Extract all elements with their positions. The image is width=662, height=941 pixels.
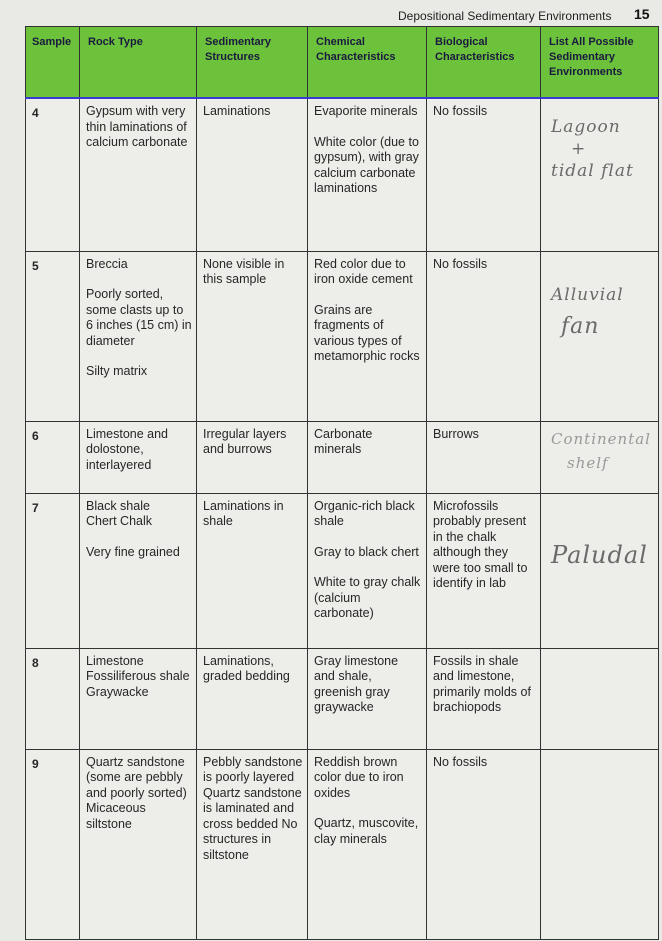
structures-cell <box>197 648 308 749</box>
column-header-structures: Sedimentary Structures <box>197 27 308 99</box>
biological-text: Burrows <box>433 426 479 441</box>
table-header-row <box>26 27 659 99</box>
page-header <box>0 6 662 28</box>
structures-cell <box>197 421 308 493</box>
chemical-cell <box>308 421 427 493</box>
rock-type-cell <box>80 493 197 648</box>
rock-type-text: Limestone and dolostone, interlayered <box>86 426 169 472</box>
table-row <box>26 421 659 493</box>
structures-text: Pebbly sandstone is poorly layered Quartz sandstone is laminated and cross bedded No structures in siltstone <box>203 754 303 863</box>
handwritten-environment: Lagoon <box>551 117 621 137</box>
rock-type-text: Limestone Fossiliferous shale Graywacke <box>86 653 190 699</box>
chemical-text: White color (due to gypsum), with gray calcium carbonate laminations <box>314 134 419 196</box>
environments-cell[interactable] <box>541 421 659 493</box>
chemical-text: Gray to black chert <box>314 544 419 559</box>
structures-text: Laminations <box>203 104 271 118</box>
biological-cell <box>427 98 541 251</box>
rock-type-cell <box>80 98 197 251</box>
structures-cell <box>197 493 308 648</box>
rock-sample-table <box>25 26 659 940</box>
handwritten-environment: tidal flat <box>551 161 634 181</box>
chemical-text: Red color due to iron oxide cement <box>314 256 413 287</box>
page-number: 15 <box>634 6 650 22</box>
structures-text: Laminations in shale <box>203 498 284 529</box>
structures-cell <box>197 98 308 251</box>
chemical-text: Carbonate minerals <box>314 426 373 457</box>
chemical-text: White to gray chalk (calcium carbonate) <box>314 575 421 621</box>
structures-text: Laminations, graded bedding <box>203 653 290 684</box>
sample-number: 5 <box>26 251 80 421</box>
biological-text: No fossils <box>433 754 488 769</box>
rock-type-text: Silty matrix <box>86 364 148 379</box>
chemical-text: Evaporite minerals <box>314 104 418 118</box>
rock-type-cell <box>80 749 197 939</box>
rock-type-text: Breccia <box>86 256 128 271</box>
environments-cell[interactable] <box>541 493 659 648</box>
biological-cell <box>427 749 541 939</box>
chemical-text: Quartz, muscovite, clay minerals <box>314 816 419 846</box>
handwritten-environment: Continental <box>551 429 651 448</box>
rock-type-cell <box>80 251 197 421</box>
environments-cell[interactable] <box>541 251 659 421</box>
rock-type-text: Black shale Chert Chalk <box>86 498 152 529</box>
biological-cell <box>427 493 541 648</box>
chemical-cell <box>308 493 427 648</box>
column-header-chemical: Chemical Characteristics <box>308 27 427 99</box>
rock-type-text: Quartz sandstone (some are pebbly and poorly sorted) Micaceous siltstone <box>86 754 187 831</box>
handwritten-environment: shelf <box>567 453 609 472</box>
chemical-cell <box>308 98 427 251</box>
sample-number: 4 <box>26 98 80 251</box>
sample-number: 9 <box>26 749 80 939</box>
rock-type-text: Poorly sorted, some clasts up to 6 inches (15 cm) in diameter <box>86 287 192 348</box>
table-row <box>26 493 659 648</box>
rock-type-cell <box>80 421 197 493</box>
biological-cell <box>427 251 541 421</box>
column-header-rock-type: Rock Type <box>80 27 197 99</box>
structures-text: Irregular layers and burrows <box>203 426 287 457</box>
handwritten-environment: Paludal <box>551 540 648 569</box>
environments-cell[interactable] <box>541 749 659 939</box>
running-title: Depositional Sedimentary Environments <box>398 9 612 23</box>
handwritten-environment: + <box>571 139 587 159</box>
environments-cell[interactable] <box>541 98 659 251</box>
biological-cell <box>427 421 541 493</box>
table-row <box>26 98 659 251</box>
column-header-biological: Biological Characteristics <box>427 27 541 99</box>
handwritten-environment: Alluvial <box>551 284 624 305</box>
chemical-cell <box>308 251 427 421</box>
chemical-cell <box>308 648 427 749</box>
column-header-environments: List All Possible Sedimentary Environments <box>541 27 659 99</box>
table-row <box>26 251 659 421</box>
rock-type-cell <box>80 648 197 749</box>
column-header-sample: Sample <box>26 27 80 99</box>
biological-text: Fossils in shale and limestone, primarily molds of brachiopods <box>433 653 531 715</box>
chemical-cell <box>308 749 427 939</box>
sample-number: 7 <box>26 493 80 648</box>
biological-text: No fossils <box>433 104 488 118</box>
table-row <box>26 749 659 939</box>
chemical-text: Grains are fragments of various types of metamorphic rocks <box>314 302 420 364</box>
structures-text: None visible in this sample <box>203 256 285 287</box>
rock-table-container <box>25 26 658 938</box>
sample-number: 6 <box>26 421 80 493</box>
biological-text: Microfossils probably present in the chalk although they were too small to identify in lab <box>433 498 528 591</box>
structures-cell <box>197 251 308 421</box>
chemical-text: Gray limestone and shale, greenish gray graywacke <box>314 653 399 715</box>
biological-text: No fossils <box>433 256 488 271</box>
rock-type-text: Gypsum with very thin laminations of calcium carbonate <box>86 104 188 150</box>
environments-cell[interactable] <box>541 648 659 749</box>
structures-cell <box>197 749 308 939</box>
sample-number: 8 <box>26 648 80 749</box>
biological-cell <box>427 648 541 749</box>
chemical-text: Organic-rich black shale <box>314 498 415 529</box>
chemical-text: Reddish brown color due to iron oxides <box>314 754 404 800</box>
rock-type-text: Very fine grained <box>86 544 180 559</box>
handwritten-environment: fan <box>561 313 600 339</box>
table-row <box>26 648 659 749</box>
